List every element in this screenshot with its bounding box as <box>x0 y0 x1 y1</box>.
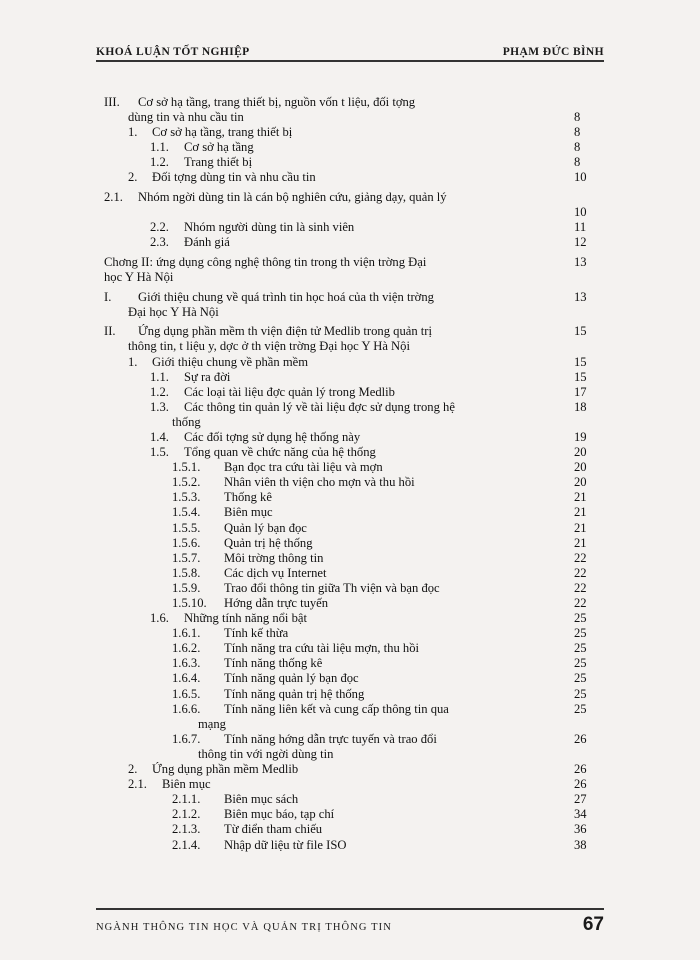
toc-entry[interactable] <box>104 537 604 550</box>
toc-entry[interactable] <box>104 522 604 535</box>
toc-entry-page: 21 <box>574 520 587 535</box>
toc-entry-number: 2.2. <box>150 220 169 235</box>
toc-entry-page: 11 <box>574 220 587 235</box>
toc-entry-title: thống <box>172 414 201 429</box>
toc-entry[interactable] <box>104 111 604 124</box>
toc-entry[interactable] <box>104 191 604 204</box>
toc-entry[interactable] <box>104 552 604 565</box>
toc-entry-number: 1.5.9. <box>172 580 201 595</box>
toc-entry[interactable] <box>104 476 604 489</box>
toc-entry-title: Nhóm người dùng tin là sinh viên <box>184 220 355 235</box>
toc-entry[interactable] <box>104 306 604 319</box>
toc-entry[interactable] <box>104 371 604 384</box>
toc-entry-page: 10 <box>574 205 587 220</box>
toc-entry-page: 8 <box>574 125 581 140</box>
toc-entry-number: 1.6.7. <box>172 731 201 746</box>
toc-entry-number: 2. <box>128 170 138 185</box>
toc-entry-page: 25 <box>574 611 587 626</box>
toc-entry-title: Nhập dữ liệu từ file ISO <box>224 837 347 852</box>
toc-entry-page: 13 <box>574 289 587 304</box>
toc-entry-title: Giới thiệu chung về quá trình tin học hoá của th viện trờng <box>138 289 434 304</box>
toc-entry-title: Biên mục <box>162 777 211 792</box>
toc-entry-page: 19 <box>574 429 587 444</box>
toc-entry-number: 1.5.6. <box>172 535 201 550</box>
toc-entry-title: học Y Hà Nội <box>104 270 174 285</box>
toc-entry-page: 25 <box>574 671 587 686</box>
toc-entry[interactable] <box>104 793 604 806</box>
toc-entry[interactable] <box>104 672 604 685</box>
toc-entry-number: I. <box>104 289 112 304</box>
footer-left-text: NGÀNH THÔNG TIN HỌC VÀ QUẢN TRỊ THÔNG TIN <box>96 922 392 933</box>
toc-entry[interactable] <box>104 446 604 459</box>
toc-entry[interactable] <box>104 171 604 184</box>
toc-entry-number: 2.1.1. <box>172 792 201 807</box>
toc-entry-number: 1.6.1. <box>172 626 201 641</box>
toc-entry-title: Những tính năng nổi bật <box>184 611 307 626</box>
toc-entry-page: 25 <box>574 656 587 671</box>
toc-entry-page: 22 <box>574 565 587 580</box>
toc-entry-number: 1.6.3. <box>172 656 201 671</box>
toc-entry[interactable] <box>104 839 604 852</box>
toc-entry[interactable] <box>104 206 604 219</box>
toc-entry-number: 2. <box>128 762 138 777</box>
toc-entry[interactable] <box>104 325 604 338</box>
toc-entry-number: 1.5.1. <box>172 460 201 475</box>
toc-entry-page: 18 <box>574 399 587 414</box>
toc-entry[interactable] <box>104 256 604 269</box>
toc-entry[interactable] <box>104 627 604 640</box>
toc-entry[interactable] <box>104 657 604 670</box>
toc-entry[interactable] <box>104 340 604 353</box>
toc-entry-page: 21 <box>574 490 587 505</box>
toc-entry-page: 20 <box>574 475 587 490</box>
toc-entry-title: Tính năng quản trị hệ thống <box>224 686 365 701</box>
toc-entry-number: 1.5.7. <box>172 550 201 565</box>
toc-entry-title: Ứng dụng phần mềm Medlib <box>152 762 299 777</box>
header-divider-rule <box>96 60 604 62</box>
toc-entry-number: 1.3. <box>150 399 169 414</box>
page-header <box>96 38 604 58</box>
toc-entry-title: Bạn đọc tra cứu tài liệu và mợn <box>224 460 383 475</box>
toc-entry-page: 22 <box>574 550 587 565</box>
toc-entry-page: 15 <box>574 369 587 384</box>
toc-entry-number: 2.1.3. <box>172 822 201 837</box>
toc-entry-title: Tính kế thừa <box>224 626 289 641</box>
toc-entry[interactable] <box>104 506 604 519</box>
toc-entry-title: Các thông tin quản lý về tài liệu đợc sử dụng trong hệ <box>184 399 455 414</box>
table-of-contents <box>104 96 604 854</box>
toc-entry-number: 1.6.6. <box>172 701 201 716</box>
toc-entry[interactable] <box>104 461 604 474</box>
toc-entry-page: 13 <box>574 254 587 269</box>
toc-entry-page: 17 <box>574 384 587 399</box>
toc-entry-title: Biên mục <box>224 505 273 520</box>
toc-entry-number: II. <box>104 324 116 339</box>
toc-entry-title: Cơ sở hạ tầng, trang thiết bị, nguồn vốn t liệu, đối tợng <box>138 95 416 109</box>
toc-entry[interactable] <box>104 642 604 655</box>
toc-entry-title: Chơng II: ứng dụng công nghệ thông tin trong th viện trờng Đại <box>104 254 427 269</box>
toc-entry-page: 27 <box>574 792 587 807</box>
toc-entry-title: Tính năng tra cứu tài liệu mợn, thu hồi <box>224 641 420 656</box>
toc-entry[interactable] <box>104 141 604 154</box>
header-right-text: PHẠM ĐỨC BÌNH <box>502 46 604 58</box>
toc-entry-title: Quản lý bạn đọc <box>224 520 307 535</box>
toc-entry[interactable] <box>104 126 604 139</box>
toc-entry-number: 1.2. <box>150 155 169 170</box>
toc-entry-number: 1.5.5. <box>172 520 201 535</box>
toc-entry-title: Cơ sở hạ tầng <box>184 140 254 155</box>
toc-entry-title: Biên mục báo, tạp chí <box>224 807 335 822</box>
toc-entry[interactable] <box>104 597 604 610</box>
toc-entry-number: 2.1. <box>104 190 123 205</box>
toc-entry-page: 34 <box>574 807 587 822</box>
toc-entry-number: III. <box>104 95 120 109</box>
toc-entry-title: Môi trờng thông tin <box>224 550 324 565</box>
toc-entry[interactable] <box>104 808 604 821</box>
toc-entry-page: 22 <box>574 596 587 610</box>
toc-entry[interactable] <box>104 612 604 625</box>
toc-entry-number: 1.5. <box>150 445 169 460</box>
toc-entry[interactable] <box>104 688 604 701</box>
toc-entry-page: 25 <box>574 626 587 641</box>
toc-entry-number: 1.6.4. <box>172 671 201 686</box>
toc-entry[interactable] <box>104 763 604 776</box>
toc-entry-page: 26 <box>574 731 587 746</box>
toc-entry-number: 1.6.2. <box>172 641 201 656</box>
toc-entry[interactable] <box>104 416 604 429</box>
toc-entry-number: 1.5.8. <box>172 565 201 580</box>
toc-entry-title: Các đối tợng sử dụng hệ thống này <box>184 429 361 444</box>
toc-entry[interactable] <box>104 401 604 414</box>
toc-entry[interactable] <box>104 236 604 249</box>
toc-entry-page: 36 <box>574 822 587 837</box>
toc-entry-title: Các dịch vụ Internet <box>224 565 327 580</box>
toc-entry-title: Tính năng thống kê <box>224 656 323 671</box>
toc-entry-number: 1.6. <box>150 611 169 626</box>
toc-entry-number: 1.6.5. <box>172 686 201 701</box>
toc-entry[interactable] <box>104 431 604 444</box>
toc-entry-page: 8 <box>574 155 581 170</box>
toc-entry-page: 25 <box>574 686 587 701</box>
toc-entry[interactable] <box>104 156 604 169</box>
toc-entry-title: Hớng dẫn trực tuyến <box>224 596 329 610</box>
toc-entry-title: thông tin, t liệu y, dợc ở th viện trờng Đại học Y Hà Nội <box>128 339 410 354</box>
toc-entry-title: Thống kê <box>224 490 272 505</box>
toc-entry-title: Đánh giá <box>184 235 230 250</box>
toc-entry[interactable] <box>104 291 604 304</box>
toc-entry-title: mạng <box>198 716 226 731</box>
toc-entry-title: Từ điển tham chiếu <box>224 822 323 837</box>
toc-entry[interactable] <box>104 703 604 716</box>
toc-entry-title: dùng tin và nhu cầu tin <box>128 110 244 125</box>
toc-entry-title: Quản trị hệ thống <box>224 535 313 550</box>
toc-entry-number: 1.5.3. <box>172 490 201 505</box>
toc-entry[interactable] <box>104 748 604 761</box>
toc-entry-title: Trang thiết bị <box>184 155 253 170</box>
toc-entry-page: 20 <box>574 460 587 475</box>
page-footer <box>96 914 604 936</box>
toc-entry-title: Đối tợng dùng tin và nhu cầu tin <box>152 170 316 185</box>
toc-entry-number: 1.5.10. <box>172 596 207 610</box>
toc-entry-number: 1.1. <box>150 140 169 155</box>
toc-entry-page: 25 <box>574 701 587 716</box>
toc-entry-page: 15 <box>574 354 587 369</box>
toc-entry-title: Cơ sở hạ tầng, trang thiết bị <box>152 125 293 140</box>
toc-entry-page: 21 <box>574 535 587 550</box>
toc-entry-title: Nhóm ngời dùng tin là cán bộ nghiên cứu, giảng dạy, quản lý <box>138 190 447 205</box>
toc-entry-title: Đại học Y Hà Nội <box>128 304 219 319</box>
toc-entry-title: Tổng quan về chức năng của hệ thống <box>184 445 376 460</box>
header-left-text: KHOÁ LUẬN TỐT NGHIỆP <box>96 46 250 58</box>
toc-entry-number: 1. <box>128 125 138 140</box>
toc-entry-number: 1.2. <box>150 384 169 399</box>
toc-entry[interactable] <box>104 733 604 746</box>
toc-entry-page: 26 <box>574 777 587 792</box>
toc-entry-title: Các loại tài liệu đợc quản lý trong Medlib <box>184 384 395 399</box>
toc-entry-title: thông tin với ngời dùng tin <box>198 746 334 761</box>
toc-entry-number: 2.3. <box>150 235 169 250</box>
toc-entry[interactable] <box>104 356 604 369</box>
toc-entry-page: 38 <box>574 837 587 852</box>
toc-entry-number: 1.5.4. <box>172 505 201 520</box>
toc-entry-number: 1.1. <box>150 369 169 384</box>
toc-entry-title: Sự ra đời <box>184 369 231 384</box>
toc-entry[interactable] <box>104 386 604 399</box>
toc-entry-page: 25 <box>574 641 587 656</box>
page-number: 67 <box>582 914 604 935</box>
toc-entry-page: 12 <box>574 235 587 250</box>
toc-entry-page: 8 <box>574 140 581 155</box>
toc-entry[interactable] <box>104 271 604 284</box>
toc-entry[interactable] <box>104 221 604 234</box>
toc-entry[interactable] <box>104 96 604 109</box>
toc-entry-page: 26 <box>574 762 587 777</box>
toc-entry[interactable] <box>104 567 604 580</box>
toc-entry-title: Tính năng quản lý bạn đọc <box>224 671 359 686</box>
toc-entry-number: 1.5.2. <box>172 475 201 490</box>
toc-entry-title: Giới thiệu chung về phần mềm <box>152 354 309 369</box>
toc-entry[interactable] <box>104 718 604 731</box>
toc-entry-number: 1.4. <box>150 429 169 444</box>
toc-entry-title: Tính năng hớng dẫn trực tuyến và trao đổi <box>224 731 437 746</box>
toc-entry-number: 2.1.4. <box>172 837 201 852</box>
toc-entry-number: 1. <box>128 354 138 369</box>
toc-entry-page: 15 <box>574 324 587 339</box>
toc-entry[interactable] <box>104 491 604 504</box>
footer-divider-rule <box>96 908 604 910</box>
toc-entry-page: 22 <box>574 580 587 595</box>
toc-entry-title: Ứng dụng phần mềm th viện điện tử Medlib trong quản trị <box>138 324 432 339</box>
toc-entry-title: Tính năng liên kết và cung cấp thông tin qua <box>224 701 449 716</box>
toc-entry-page: 8 <box>574 110 581 125</box>
toc-entry-page: 10 <box>574 170 587 185</box>
toc-entry[interactable] <box>104 582 604 595</box>
toc-entry[interactable] <box>104 778 604 791</box>
toc-entry-page: 20 <box>574 445 587 460</box>
toc-entry-number: 2.1. <box>128 777 147 792</box>
toc-entry-title: Nhân viên th viện cho mợn và thu hồi <box>224 475 415 490</box>
toc-entry-page: 21 <box>574 505 587 520</box>
toc-entry-title: Biên mục sách <box>224 792 299 807</box>
toc-entry[interactable] <box>104 823 604 836</box>
toc-entry-number: 2.1.2. <box>172 807 201 822</box>
toc-entry-title: Trao đổi thông tin giữa Th viện và bạn đọc <box>224 580 440 595</box>
